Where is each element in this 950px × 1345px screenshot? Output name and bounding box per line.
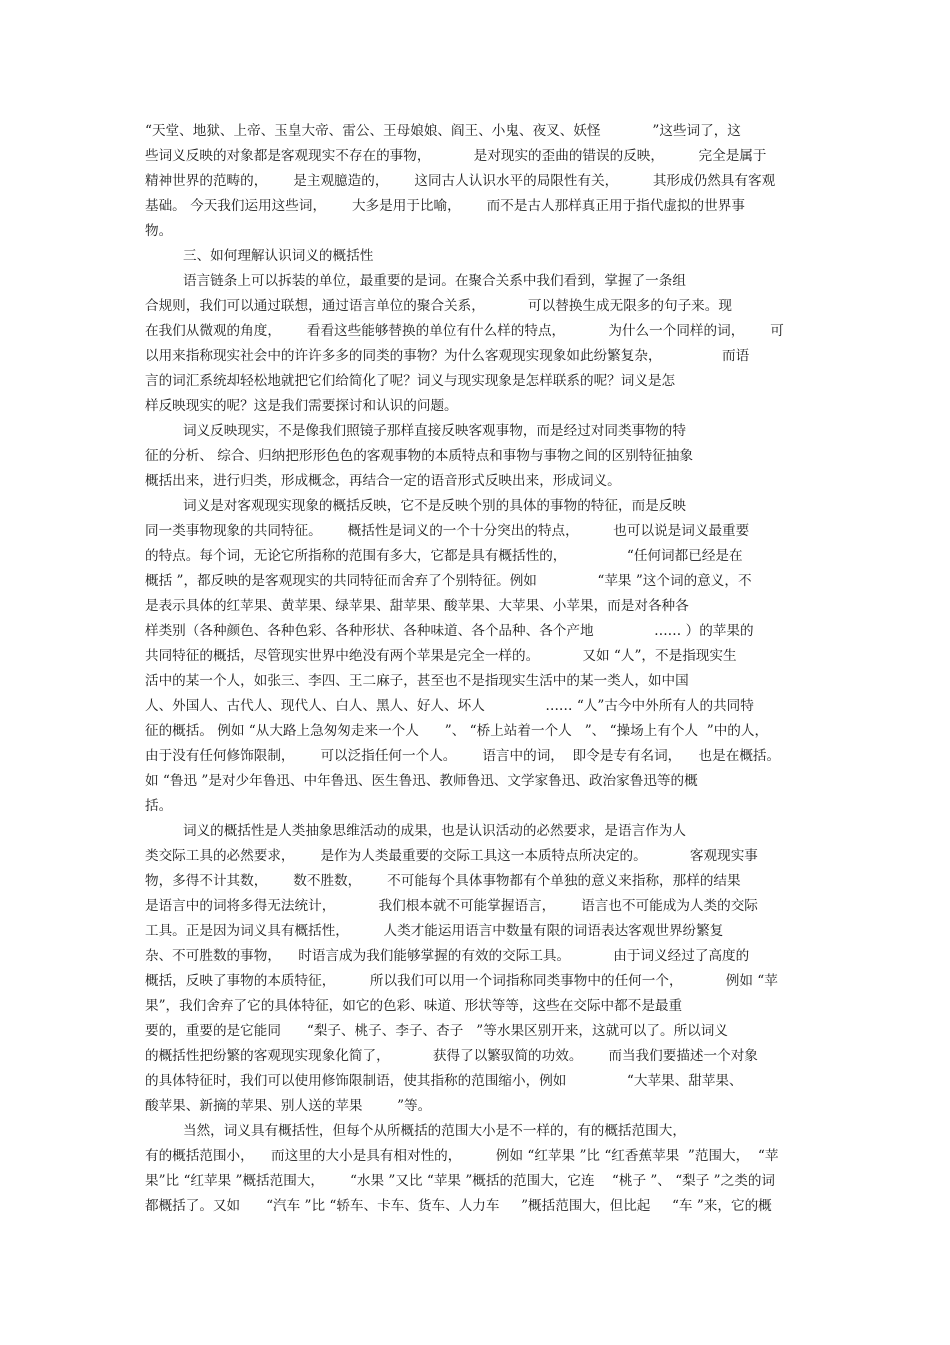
text-line: 杂、不可胜数的事物， 时语言成为我们能够掌握的有效的交际工具。 由于词义经过了高度的 [145, 948, 750, 964]
text-line: 合规则，我们可以通过联想，通过语言单位的聚合关系， 可以替换生成无限多的句子来。现 [145, 298, 732, 314]
text-line: 有的概括范围小， 而这里的大小是具有相对性的， 例如 “红苹果 ”比 “红香蕉苹果 ”范围大， “苹 [145, 1148, 779, 1164]
text-line: 词义的概括性是人类抽象思维活动的成果，也是认识活动的必然要求，是语言作为人 [183, 823, 686, 839]
text-line: 是语言中的词将多得无法统计， 我们根本就不可能掌握语言， 语言也不可能成为人类的交际 [145, 898, 758, 914]
text-line: 概括，反映了事物的本质特征， 所以我们可以用一个词指称同类事物中的任何一个， 例如 “苹 [145, 973, 778, 989]
text-line: “天堂、地狱、上帝、玉皇大帝、雷公、王母娘娘、阎王、小鬼、夜叉、妖怪 ”这些词了，这 [145, 123, 741, 139]
text-line: 语言链条上可以拆装的单位，最重要的是词。在聚合关系中我们看到，掌握了一条组 [183, 273, 686, 289]
text-line: 果”，我们舍弃了它的具体特征，如它的色彩、味道、形状等等，这些在交际中都不是最重 [145, 998, 683, 1014]
text-line: 的具体特征时，我们可以使用修饰限制语，使其指称的范围缩小，例如 “大苹果、甜苹果、 [145, 1073, 743, 1089]
text-line: 词义是对客观现实现象的概括反映，它不是反映个别的具体的事物的特征，而是反映 [183, 498, 686, 514]
text-line: 由于没有任何修饰限制， 可以泛指任何一个人。 语言中的词， 即令是专有名词， 也是在概括。 [145, 748, 781, 764]
text-line: 酸苹果、新摘的苹果、别人送的苹果 ”等。 [145, 1098, 432, 1114]
text-line: 是表示具体的红苹果、黄苹果、绿苹果、甜苹果、酸苹果、大苹果、小苹果，而是对各种各 [145, 598, 689, 614]
text-line: 征的概括。 例如 “从大路上急匆匆走来一个人 ”、 “桥上站着一个人 ”、 “操场上有个人 ”中的人， [145, 723, 769, 739]
text-line: 当然，词义具有概括性，但每个从所概括的范围大小是不一样的，有的概括范围大， [183, 1123, 686, 1139]
text-line: 共同特征的概括，尽管现实世界中绝没有两个苹果是完全一样的。 又如 “人”，不是指现实生 [145, 648, 737, 664]
text-line: 物，多得不计其数， 数不胜数， 不可能每个具体事物都有个单独的意义来指称，那样的结果 [145, 873, 741, 889]
text-line: 词义反映现实，不是像我们照镜子那样直接反映客观事物，而是经过对同类事物的特 [183, 423, 686, 439]
text-line: 果”比 “红苹果 ”概括范围大， “水果 ”又比 “苹果 ”概括的范围大，它连 “桃子 ”、 “梨子 ”之类的词 [145, 1173, 776, 1189]
text-line: 工具。正是因为词义具有概括性， 人类才能运用语言中数量有限的词语表达客观世界纷繁复 [145, 923, 724, 939]
text-line: 活中的某一个人，如张三、李四、王二麻子，甚至也不是指现实生活中的某一类人，如中国 [145, 673, 689, 689]
text-line: 言的词汇系统却轻松地就把它们给简化了呢？词义与现实现象是怎样联系的呢？词义是怎 [145, 373, 676, 389]
text-line: 要的，重要的是它能同 “梨子、桃子、李子、杏子 ”等水果区别开来，这就可以了。所以词义 [145, 1023, 728, 1039]
section-heading: 三、如何理解认识词义的概括性 [183, 248, 374, 264]
text-line: 些词义反映的对象都是客观现实不存在的事物， 是对现实的歪曲的错误的反映， 完全是属于 [145, 148, 767, 164]
text-line: 征的分析、 综合、归纳把形形色色的客观事物的本质特点和事物与事物之间的区别特征抽象 [145, 448, 694, 464]
text-line: 物。 [145, 223, 173, 239]
text-line: 同一类事物现象的共同特征。 概括性是词义的一个十分突出的特点， 也可以说是词义最重要 [145, 523, 750, 539]
text-line: 在我们从微观的角度， 看看这些能够替换的单位有什么样的特点， 为什么一个同样的词， 可 [145, 323, 784, 339]
text-line: 括。 [145, 798, 173, 814]
text-line: 概括出来，进行归类，形成概念，再结合一定的语音形式反映出来，形成词义。 [145, 473, 621, 489]
text-line: 的概括性把纷繁的客观现实现象化简了， 获得了以繁驭简的功效。 而当我们要描述一个对象 [145, 1048, 758, 1064]
text-line: 样类别（各种颜色、各种色彩、各种形状、各种味道、各个品种、各个产地 …… ）的苹果的 [145, 623, 754, 639]
text-line: 类交际工具的必然要求， 是作为人类最重要的交际工具这一本质特点所决定的。 客观现实事 [145, 848, 758, 864]
text-line: 基础。 今天我们运用这些词， 大多是用于比喻， 而不是古人那样真正用于指代虚拟的世界事 [145, 198, 745, 214]
text-line: 的特点。每个词，无论它所指称的范围有多大，它都是具有概括性的， “任何词都已经是在 [145, 548, 743, 564]
text-line: 如 “鲁迅 ”是对少年鲁迅、中年鲁迅、医生鲁迅、教师鲁迅、文学家鲁迅、政治家鲁迅等的概 [145, 773, 698, 789]
text-line: 以用来指称现实社会中的许许多多的同类的事物？为什么客观现实现象如此纷繁复杂， 而语 [145, 348, 750, 364]
text-line: 概括 ”，都反映的是客观现实的共同特征而舍弃了个别特征。例如 “苹果 ”这个词的意义，不 [145, 573, 752, 589]
text-line: 都概括了。又如 “汽车 ”比 “轿车、卡车、货车、人力车 ”概括范围大，但比起 “车 ”来，它的概 [145, 1198, 772, 1214]
text-line: 样反映现实的呢？这是我们需要探讨和认识的问题。 [145, 398, 458, 414]
text-line: 人、外国人、古代人、现代人、白人、黑人、好人、坏人 …… “人”古今中外所有人的共同特 [145, 698, 754, 714]
text-line: 精神世界的范畴的， 是主观臆造的， 这同古人认识水平的局限性有关， 其形成仍然具有客观 [145, 173, 776, 189]
